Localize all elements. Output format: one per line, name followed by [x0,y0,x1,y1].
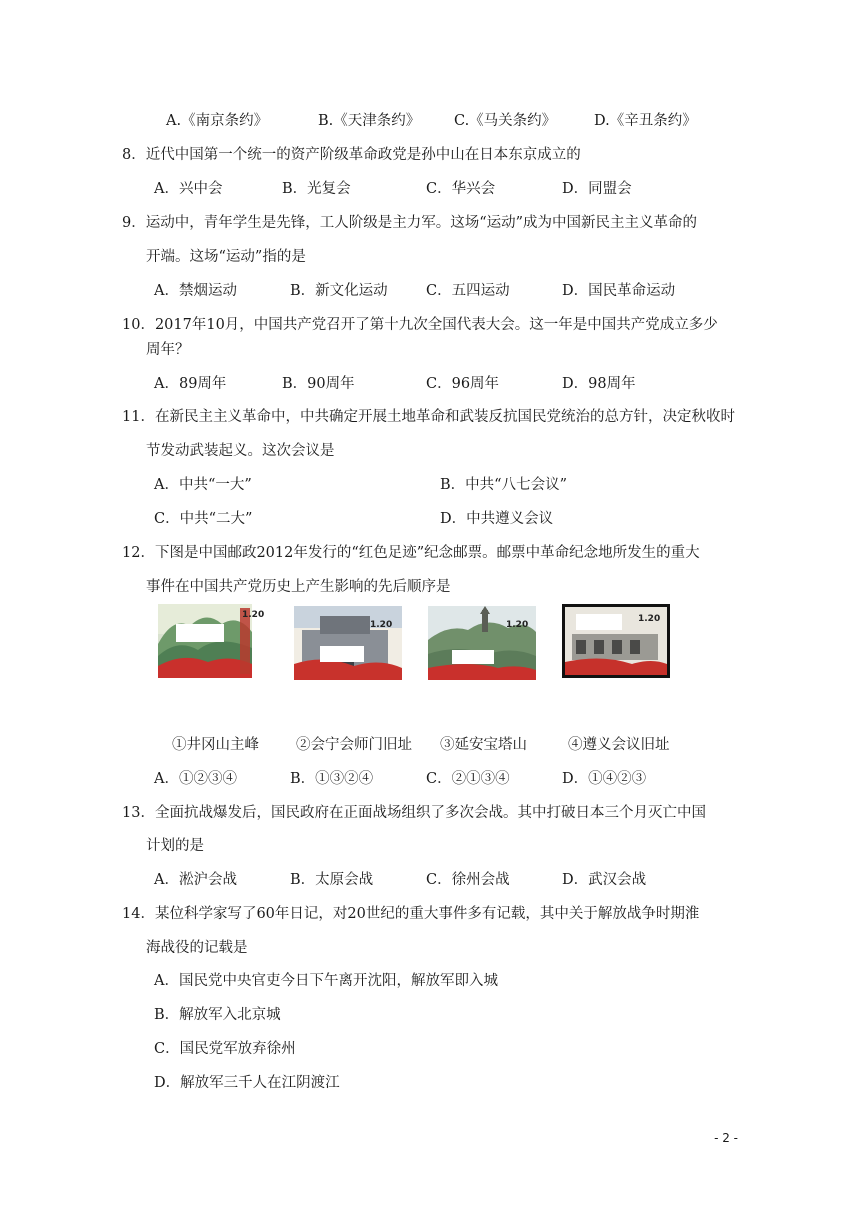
option-11c: C．中共“二大” [154,511,253,527]
option-7d: D.《辛丑条约》 [594,113,697,129]
option-8b: B．光复会 [282,181,351,197]
question-10-stem-line2: 周年？ [146,342,190,358]
option-12b: B．①③②④ [290,771,374,787]
stamp-yanan [428,606,536,680]
option-14d: D．解放军三千人在江阴渡江 [154,1075,340,1091]
option-9b: B．新文化运动 [290,283,388,299]
option-9c: C．五四运动 [426,283,510,299]
option-9a: A．禁烟运动 [154,283,237,299]
stamp-redaction [320,646,364,662]
question-10-stem-line1: 10．2017年10月，中国共产党召开了第十九次全国代表大会。这一年是中国共产党成立多少 [122,317,718,333]
question-11-stem-line2: 节发动武装起义。这次会议是 [146,443,335,459]
option-12d: D．①④②③ [562,771,647,787]
option-12c: C．②①③④ [426,771,510,787]
stamp-caption-2: ②会宁会师门旧址 [296,737,412,753]
option-12a: A．①②③④ [154,771,237,787]
option-13c: C．徐州会战 [426,872,510,888]
option-9d: D．国民革命运动 [562,283,676,299]
option-8d: D．同盟会 [562,181,632,197]
option-10b: B．90周年 [282,376,355,392]
stamp-redaction [452,650,494,664]
question-9-stem-line2: 开端。这场“运动”指的是 [146,249,306,265]
question-14-stem-line1: 14．某位科学家写了60年日记，对20世纪的重大事件多有记载，其中关于解放战争时期淮 [122,906,700,922]
stamp-price: 1.20 [242,610,265,620]
option-10c: C．96周年 [426,376,500,392]
question-12-stem-line2: 事件在中国共产党历史上产生影响的先后顺序是 [146,579,451,595]
option-13b: B．太原会战 [290,872,374,888]
stamp-jinggangshan [158,604,265,678]
option-14c: C．国民党军放弃徐州 [154,1041,296,1057]
question-9-stem-line1: 9．运动中，青年学生是先锋，工人阶级是主力军。这场“运动”成为中国新民主主义革命的 [122,215,698,231]
stamp-zunyi [562,604,670,678]
option-8a: A．兴中会 [154,181,223,197]
stamp-caption-3: ③延安宝塔山 [440,737,527,753]
option-13a: A．淞沪会战 [154,872,237,888]
option-10d: D．98周年 [562,376,636,392]
question-12-stem-line1: 12．下图是中国邮政2012年发行的“红色足迹”纪念邮票。邮票中革命纪念地所发生的重大 [122,545,700,561]
option-7c: C.《马关条约》 [454,113,557,129]
question-13-stem-line1: 13．全面抗战爆发后，国民政府在正面战场组织了多次会战。其中打破日本三个月灭亡中国 [122,805,706,821]
option-7b: B.《天津条约》 [318,113,421,129]
stamp-redaction [176,624,224,642]
option-11b: B．中共“八七会议” [440,477,567,493]
option-13d: D．武汉会战 [562,872,647,888]
option-7a: A.《南京条约》 [166,113,269,129]
stamp-price: 1.20 [370,620,393,630]
stamp-price: 1.20 [638,614,661,624]
option-11a: A．中共“一大” [154,477,252,493]
stamp-caption-4: ④遵义会议旧址 [568,737,670,753]
stamp-redaction [576,614,622,630]
question-11-stem-line1: 11．在新民主主义革命中，中共确定开展土地革命和武装反抗国民党统治的总方针，决定秋收时 [122,409,735,425]
option-14a: A．国民党中央官吏今日下午离开沈阳，解放军即入城 [154,973,498,989]
stamp-yanan-illustration [428,606,536,680]
stamp-price: 1.20 [506,620,529,630]
question-13-stem-line2: 计划的是 [146,838,204,854]
stamp-huining-illustration [294,606,402,680]
question-8-stem: 8．近代中国第一个统一的资产阶级革命政党是孙中山在日本东京成立的 [122,147,581,163]
stamp-caption-1: ①井冈山主峰 [172,737,259,753]
option-10a: A．89周年 [154,376,227,392]
stamp-huining [294,606,402,680]
question-14-stem-line2: 海战役的记载是 [146,940,248,956]
option-8c: C．华兴会 [426,181,496,197]
option-11d: D．中共遵义会议 [440,511,554,527]
option-14b: B．解放军入北京城 [154,1007,281,1023]
page-number: - 2 - [714,1131,738,1145]
